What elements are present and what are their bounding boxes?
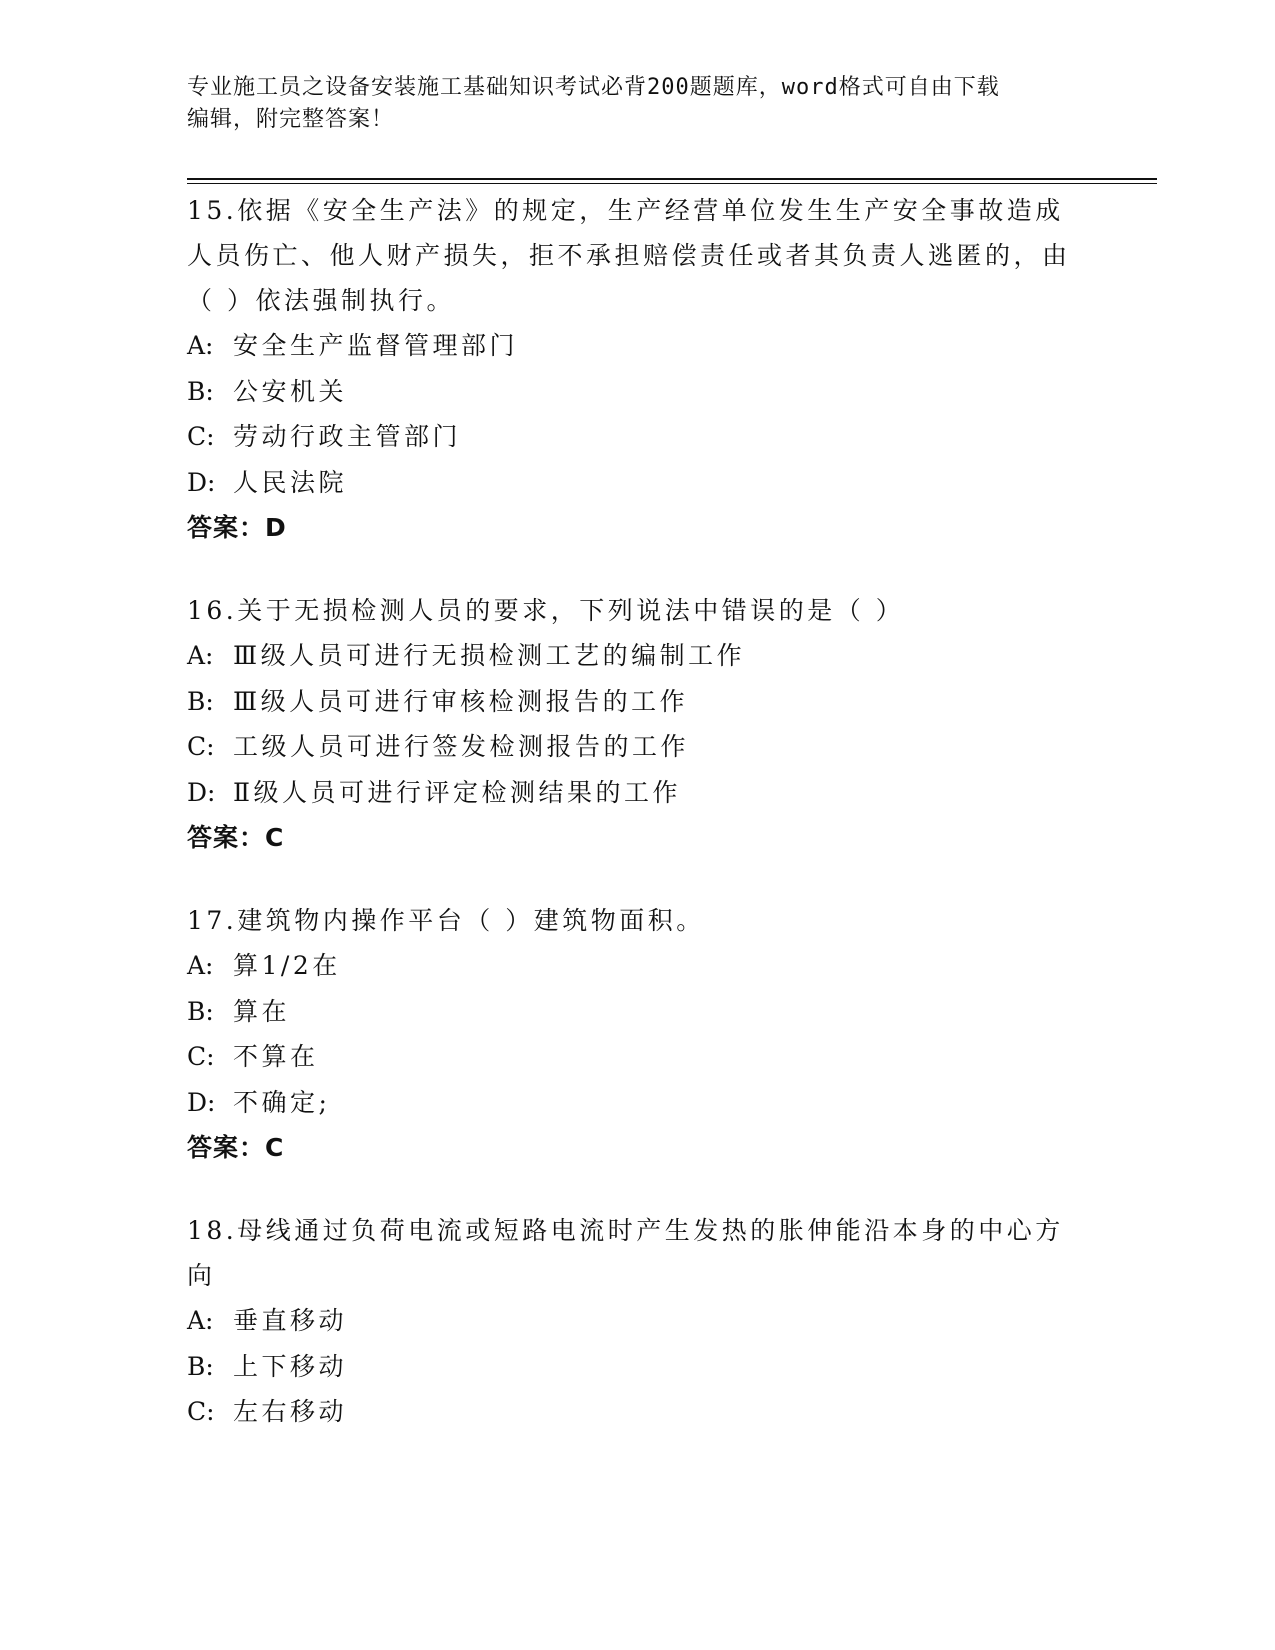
option-a: [187, 633, 1087, 679]
option-c: [187, 1389, 1087, 1435]
option-text: 不确定;: [233, 1087, 331, 1117]
option-letter: A:: [187, 1306, 214, 1335]
option-text: Ⅱ级人员可进行评定检测结果的工作: [233, 777, 681, 807]
option-c: [187, 1034, 1087, 1080]
option-text: 上下移动: [233, 1351, 348, 1381]
option-d: [187, 460, 1087, 506]
option-d: [187, 770, 1087, 816]
option-c: [187, 724, 1087, 770]
option-b: [187, 1344, 1087, 1390]
question-list: [187, 188, 1087, 1472]
header-title-line-1: 专业施工员之设备安装施工基础知识考试必背200题题库，word格式可自由下载: [187, 75, 1000, 100]
option-letter: D:: [187, 777, 216, 807]
header-title-line-2: 编辑，附完整答案！: [187, 107, 395, 132]
option-text: 劳动行政主管部门: [233, 422, 462, 451]
option-a: [187, 1298, 1087, 1344]
question-item: [187, 898, 1087, 1171]
option-letter: A:: [187, 331, 214, 360]
option-letter: C:: [187, 732, 215, 761]
option-letter: B:: [187, 1351, 214, 1381]
question-stem: 17.建筑物内操作平台（ ）建筑物面积。: [187, 906, 705, 935]
option-letter: A:: [187, 951, 214, 980]
option-text: 不算在: [233, 1042, 319, 1071]
option-letter: B:: [187, 686, 214, 716]
option-letter: C:: [187, 1397, 215, 1426]
option-c: [187, 414, 1087, 460]
question-stem: 18.母线通过负荷电流或短路电流时产生发热的胀伸能沿本身的中心方向: [187, 1216, 1064, 1290]
question-stem: 16.关于无损检测人员的要求，下列说法中错误的是（ ）: [187, 596, 905, 625]
option-b: [187, 369, 1087, 415]
question-item: [187, 188, 1087, 551]
question-stem: 15.依据《安全生产法》的规定，生产经营单位发生生产安全事故造成人员伤亡、他人财产损失，拒不承担赔偿责任或者其负责人逃匿的，由（ ）依法强制执行。: [187, 196, 1071, 315]
question-item: [187, 1208, 1087, 1435]
option-text: 垂直移动: [233, 1306, 348, 1335]
option-letter: A:: [187, 641, 214, 670]
option-text: 公安机关: [233, 376, 348, 406]
answer-label: 答案：C: [187, 1133, 285, 1162]
option-letter: B:: [187, 996, 214, 1026]
option-letter: B:: [187, 376, 214, 406]
question-item: [187, 588, 1087, 861]
option-b: [187, 679, 1087, 725]
option-text: 算1/2在: [233, 951, 341, 980]
option-text: 算在: [233, 996, 291, 1026]
option-text: 安全生产监督管理部门: [233, 331, 519, 360]
option-letter: D:: [187, 1087, 216, 1117]
header-divider-thick: [187, 178, 1157, 180]
option-text: 人民法院: [233, 467, 348, 497]
answer-label: 答案：D: [187, 513, 287, 542]
option-b: [187, 989, 1087, 1035]
option-letter: C:: [187, 1042, 215, 1071]
option-text: 左右移动: [233, 1397, 348, 1426]
option-letter: D:: [187, 467, 216, 497]
document-header: [187, 72, 1067, 136]
option-letter: C:: [187, 422, 215, 451]
option-a: [187, 323, 1087, 369]
option-d: [187, 1080, 1087, 1126]
option-a: [187, 943, 1087, 989]
option-text: Ⅲ级人员可进行无损检测工艺的编制工作: [233, 641, 746, 670]
option-text: 工级人员可进行签发检测报告的工作: [233, 732, 690, 761]
option-text: Ⅲ级人员可进行审核检测报告的工作: [233, 686, 689, 716]
header-divider-thin: [187, 183, 1157, 184]
answer-label: 答案：C: [187, 823, 285, 852]
